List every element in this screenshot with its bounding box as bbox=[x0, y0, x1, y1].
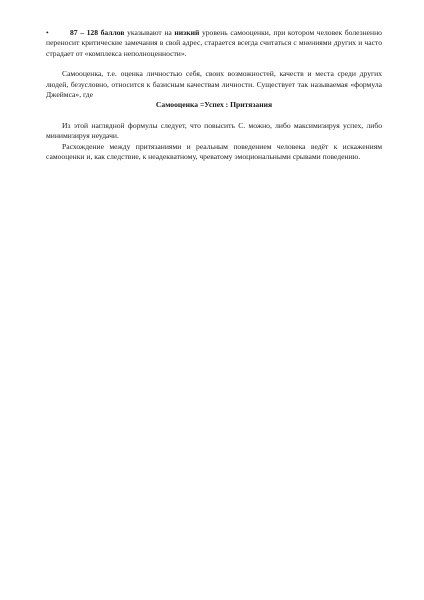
bullet-text-before: указывают на bbox=[124, 28, 175, 37]
paragraph-gap bbox=[46, 111, 382, 121]
discrepancy-paragraph: Расхождение между притязаниями и реальным поведением человека ведёт к искажениям самооценки и, как следствие, к неадекватному, чреватому эмоциональными срывами поведению. bbox=[46, 141, 382, 162]
level-word: низкий bbox=[174, 28, 200, 37]
james-formula: Самооценка =Успех : Притязания bbox=[155, 100, 273, 110]
score-range: 87 – 128 баллов bbox=[70, 28, 125, 37]
conclusion-paragraph: Из этой наглядной формулы следует, что повысить С. можно, либо максимизируя успех, либо минимизируя неудачи. bbox=[46, 120, 382, 141]
bullet-icon: • bbox=[46, 28, 49, 37]
document-page bbox=[46, 28, 382, 162]
paragraph-gap bbox=[46, 59, 382, 69]
definition-paragraph: Самооценка, т.е. оценка личностью себя, своих возможностей, качеств и места среди других людей, безусловно, относится к базисным качествам личности. Существует так называемая «формула Джеймса», где bbox=[46, 69, 382, 100]
bullet-paragraph bbox=[46, 28, 382, 59]
bullet-text-after: уровень самооценки, при котором человек болезненно переносит критические замечания в свой адрес, старается всегда считаться с мнениями других и часто страдает от «комплекса неполноценности». bbox=[46, 28, 382, 58]
